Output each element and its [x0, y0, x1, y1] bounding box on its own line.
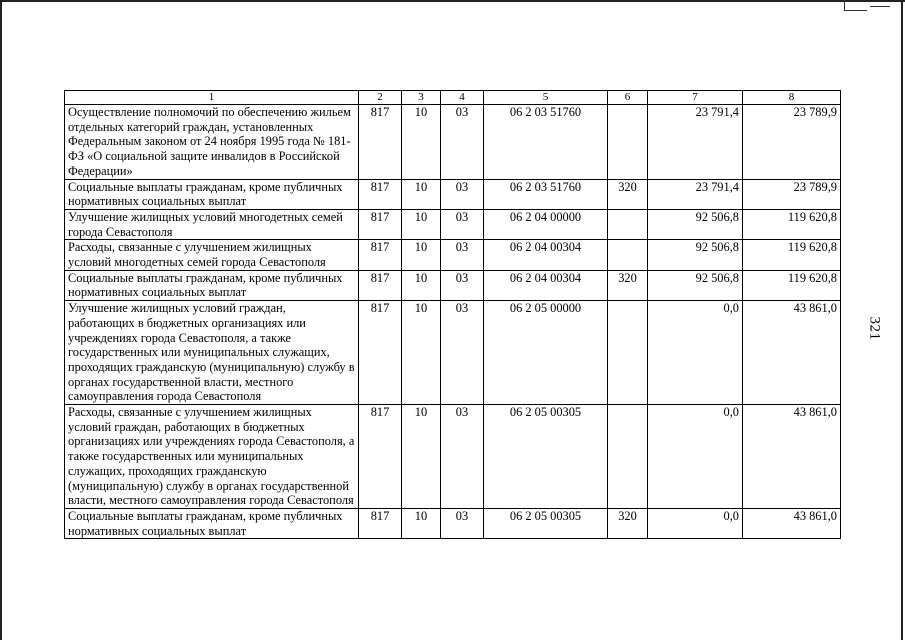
cell-section: 10: [402, 405, 441, 509]
cell-amount-1: 92 506,8: [648, 270, 743, 300]
cell-section: 10: [402, 508, 441, 538]
cell-name: Улучшение жилищных условий граждан, работающих в бюджетных организациях или учреждениях города Севастополя, а также государственных или муниципальных служащих, проходящих гражданскую (муниципальную) службу в органах государственной власти, местного самоуправления города Севастополя: [65, 301, 359, 405]
header-cell: 6: [608, 91, 648, 105]
cell-target-article: 06 2 04 00304: [484, 240, 608, 270]
cell-code-gr: 817: [359, 179, 402, 209]
cell-subsection: 03: [441, 508, 484, 538]
cell-amount-2: 43 861,0: [743, 301, 841, 405]
scan-border-right: [901, 0, 903, 640]
cell-expense-type: 320: [608, 179, 648, 209]
cell-subsection: 03: [441, 240, 484, 270]
table-row: [65, 508, 841, 538]
cell-expense-type: [608, 105, 648, 180]
table-row: [65, 301, 841, 405]
cell-section: 10: [402, 209, 441, 239]
page-number: 321: [866, 316, 883, 341]
cell-name: Социальные выплаты гражданам, кроме публичных нормативных социальных выплат: [65, 179, 359, 209]
cell-amount-2: 119 620,8: [743, 209, 841, 239]
cell-expense-type: [608, 209, 648, 239]
cell-name: Социальные выплаты гражданам, кроме публичных нормативных социальных выплат: [65, 508, 359, 538]
cell-code-gr: 817: [359, 508, 402, 538]
cell-amount-1: 92 506,8: [648, 240, 743, 270]
cell-target-article: 06 2 03 51760: [484, 179, 608, 209]
cell-code-gr: 817: [359, 240, 402, 270]
cell-section: 10: [402, 179, 441, 209]
cell-expense-type: 320: [608, 508, 648, 538]
table-row: [65, 209, 841, 239]
cell-subsection: 03: [441, 301, 484, 405]
table-body: [65, 105, 841, 539]
cell-amount-2: 119 620,8: [743, 240, 841, 270]
cell-expense-type: [608, 301, 648, 405]
cell-amount-2: 43 861,0: [743, 405, 841, 509]
cell-subsection: 03: [441, 405, 484, 509]
table-header-row: [65, 91, 841, 105]
scan-corner-mark: [844, 0, 867, 11]
cell-amount-1: 0,0: [648, 405, 743, 509]
table-row: [65, 405, 841, 509]
cell-subsection: 03: [441, 105, 484, 180]
cell-amount-2: 119 620,8: [743, 270, 841, 300]
budget-table: [64, 90, 841, 539]
scan-border-left: [0, 0, 2, 640]
cell-target-article: 06 2 03 51760: [484, 105, 608, 180]
cell-section: 10: [402, 270, 441, 300]
cell-name: Социальные выплаты гражданам, кроме публичных нормативных социальных выплат: [65, 270, 359, 300]
cell-subsection: 03: [441, 179, 484, 209]
cell-subsection: 03: [441, 209, 484, 239]
cell-section: 10: [402, 105, 441, 180]
cell-code-gr: 817: [359, 405, 402, 509]
header-cell: 1: [65, 91, 359, 105]
cell-code-gr: 817: [359, 301, 402, 405]
header-cell: 8: [743, 91, 841, 105]
cell-amount-1: 0,0: [648, 508, 743, 538]
cell-subsection: 03: [441, 270, 484, 300]
cell-expense-type: [608, 405, 648, 509]
cell-code-gr: 817: [359, 209, 402, 239]
scan-border-top: [0, 0, 905, 2]
cell-section: 10: [402, 240, 441, 270]
table-row: [65, 179, 841, 209]
cell-amount-1: 0,0: [648, 301, 743, 405]
cell-name: Осуществление полномочий по обеспечению жильем отдельных категорий граждан, установленных Федеральным законом от 24 ноября 1995 года № 181-ФЗ «О социальной защите инвалидов в Российской Федерации»: [65, 105, 359, 180]
cell-section: 10: [402, 301, 441, 405]
header-cell: 4: [441, 91, 484, 105]
cell-code-gr: 817: [359, 105, 402, 180]
cell-expense-type: [608, 240, 648, 270]
cell-target-article: 06 2 04 00304: [484, 270, 608, 300]
cell-name: Расходы, связанные с улучшением жилищных условий многодетных семей города Севастополя: [65, 240, 359, 270]
table-row: [65, 105, 841, 180]
table-row: [65, 270, 841, 300]
cell-amount-1: 23 791,4: [648, 105, 743, 180]
cell-amount-1: 23 791,4: [648, 179, 743, 209]
cell-amount-2: 43 861,0: [743, 508, 841, 538]
header-cell: 2: [359, 91, 402, 105]
cell-expense-type: 320: [608, 270, 648, 300]
scan-corner-mark-secondary: [870, 0, 890, 7]
cell-amount-2: 23 789,9: [743, 105, 841, 180]
cell-amount-2: 23 789,9: [743, 179, 841, 209]
cell-target-article: 06 2 05 00305: [484, 405, 608, 509]
header-cell: 3: [402, 91, 441, 105]
table-row: [65, 240, 841, 270]
cell-amount-1: 92 506,8: [648, 209, 743, 239]
cell-target-article: 06 2 04 00000: [484, 209, 608, 239]
cell-code-gr: 817: [359, 270, 402, 300]
header-cell: 5: [484, 91, 608, 105]
cell-name: Улучшение жилищных условий многодетных семей города Севастополя: [65, 209, 359, 239]
header-cell: 7: [648, 91, 743, 105]
cell-target-article: 06 2 05 00000: [484, 301, 608, 405]
cell-target-article: 06 2 05 00305: [484, 508, 608, 538]
cell-name: Расходы, связанные с улучшением жилищных условий граждан, работающих в бюджетных организациях или учреждениях города Севастополя, а также государственных или муниципальных служащих, проходящих гражданскую (муниципальную) службу в органах государственной власти, местного самоуправления города Севастополя: [65, 405, 359, 509]
